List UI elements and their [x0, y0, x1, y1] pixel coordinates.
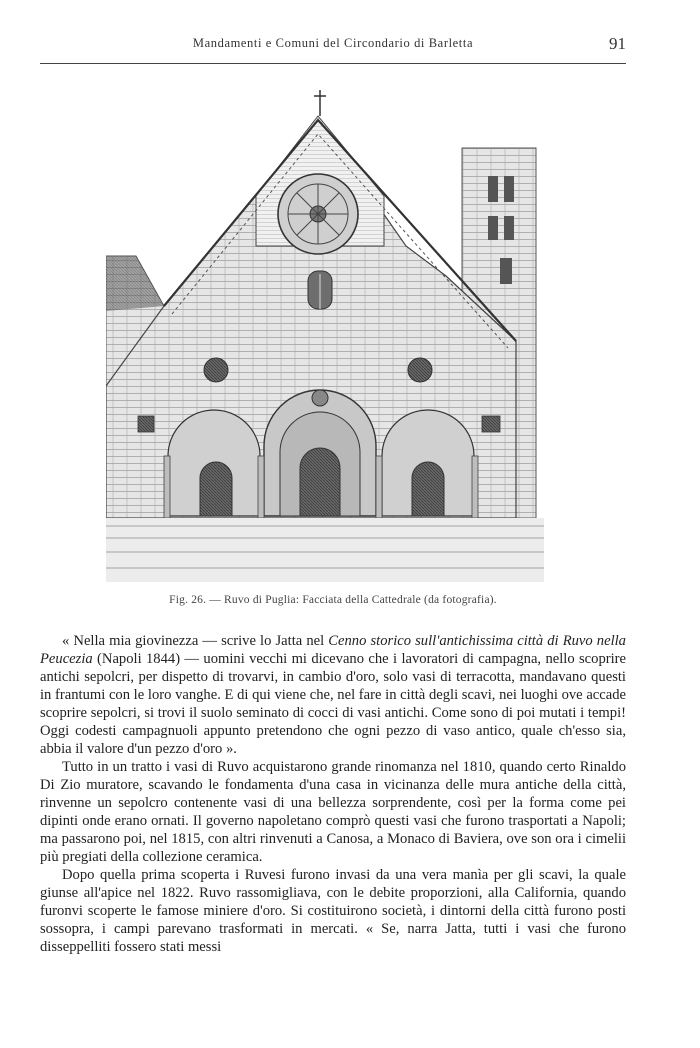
paragraph-3-text: Dopo quella prima scoperta i Ruvesi furono invasi da una vera manìa per gli scavi, la quale giunse all'apice nel 1822. Ruvo rassomigliava, con le debite proporzioni, alla California, quando furonvi scoperte le famose miniere d'oro. Si costituirono società, i dintorni della città furono posti sossopra, i campi parevano trasformati in mercati. « Se, narra Jatta, tutti i vasi che furono disseppelliti fossero stati messi [40, 867, 626, 955]
paragraph-1-book-title: Cenno storico sull'antichissima città di Ruvo nella Peucezia [40, 633, 626, 667]
paragraph-2 [40, 758, 626, 866]
header-rule [40, 63, 626, 64]
cathedral-engraving [106, 86, 544, 582]
left-portal [168, 410, 260, 516]
right-portal [382, 410, 474, 516]
page-number: 91 [609, 34, 626, 53]
paragraph-1-text-b: (Napoli 1844) — uomini vecchi mi dicevano che i lavoratori di campagna, nello scoprire antichi sepolcri, per dispetto di trovarvi, in cambio d'oro, solo vasi di terracotta, mandavano questi in frantumi con le loro vanghe. E di qui viene che, nel fare in città degli scavi, nei luoghi ove accade scoprire sepolcri, si trovi il suolo seminato di cocci di vasi antichi. Come sono di poi mutati i tempi! Oggi codesti campagnuoli appunto pretendono che ogni pezzo di vaso antico, quale ch'esso sia, abbia il valore d'un pezzo d'oro ». [40, 651, 626, 757]
body-text [40, 632, 626, 956]
paragraph-1 [40, 632, 626, 758]
paragraph-3 [40, 866, 626, 956]
page-header [40, 34, 626, 58]
rose-window [278, 174, 358, 254]
figure-caption: Fig. 26. — Ruvo di Puglia: Facciata della Cattedrale (da fotografia). [169, 594, 497, 606]
paragraph-1-text-a: « Nella mia giovinezza — scrive lo Jatta nel [62, 633, 329, 649]
running-title: Mandamenti e Comuni del Circondario di Barletta [192, 36, 474, 50]
central-portal [264, 390, 376, 516]
paragraph-2-text: Tutto in un tratto i vasi di Ruvo acquistarono grande rinomanza nel 1810, quando certo Rinaldo Di Zio muratore, scavando le fondamenta d'una casa in vicinanza delle mura antiche della città, rinvenne un sepolcro contenente vasi di una bellezza sorprendente, così per la forma come pei dipinti onde erano ornati. Il governo napoletano comprò questi vasi che furono trasportati a Napoli; ma passarono poi, nel 1815, con altri rinvenuti a Canosa, a Monaco di Baviera, ove son ora i cimelii più pregiati della collezione ceramica. [40, 759, 626, 865]
cathedral-facade-illustration [106, 86, 544, 582]
